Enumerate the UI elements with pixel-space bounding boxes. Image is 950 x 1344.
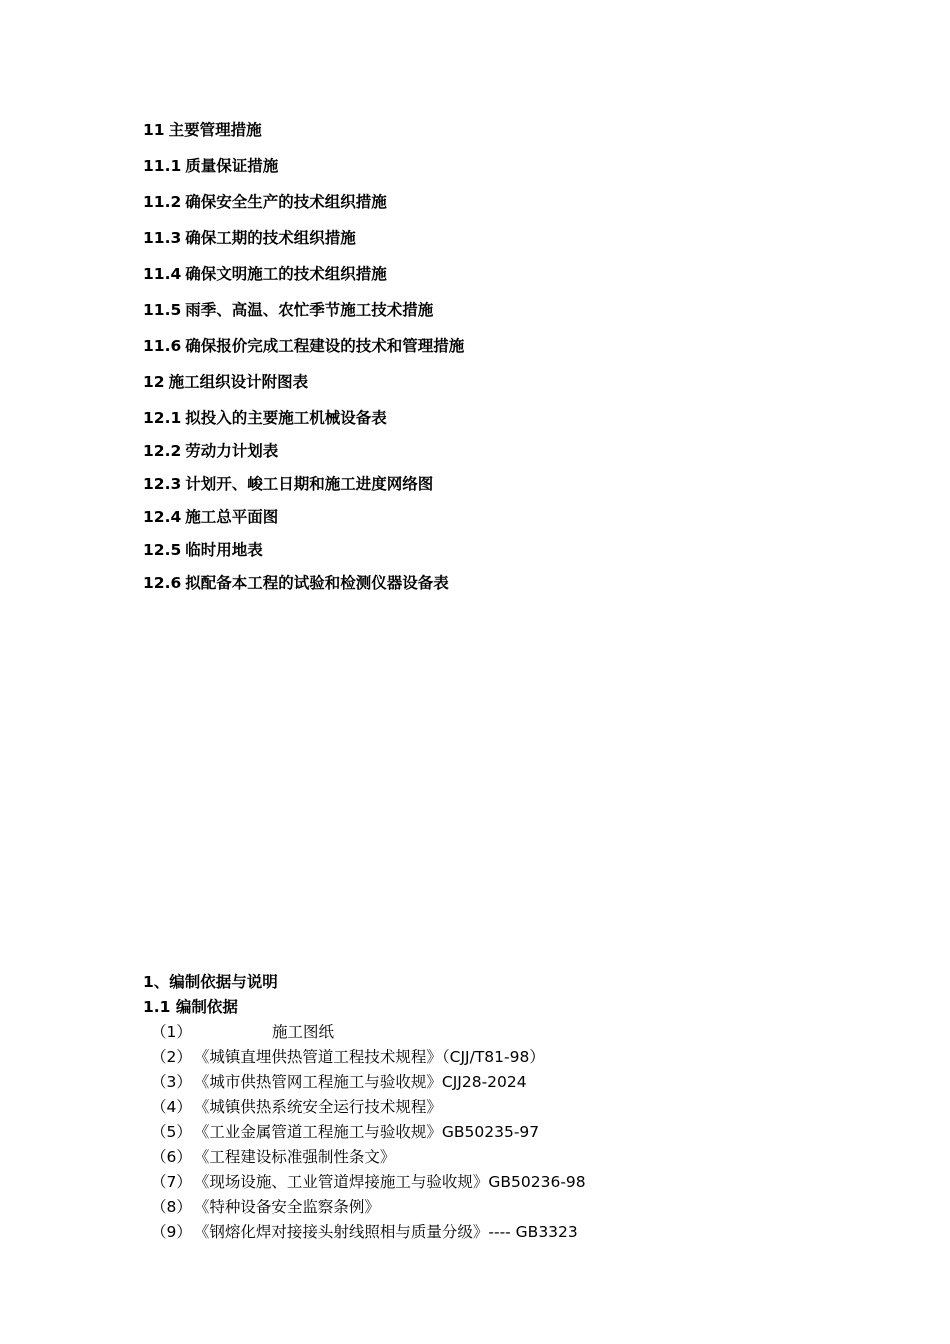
reference-item (143, 1070, 586, 1095)
toc-number: 11 (143, 121, 165, 139)
toc-title: 主要管理措施 (168, 121, 262, 139)
toc-item (143, 262, 464, 298)
reference-item (143, 1120, 586, 1145)
reference-number: （7） (151, 1173, 192, 1191)
toc-number: 11.4 (143, 265, 182, 283)
toc-number: 12.5 (143, 541, 182, 559)
reference-text: 《工程建设标准强制性条文》 (193, 1148, 396, 1166)
toc-item (143, 226, 464, 262)
toc-number: 12 (143, 373, 165, 391)
reference-text: 施工图纸 (272, 1023, 335, 1041)
toc-title: 计划开、峻工日期和施工进度网络图 (185, 475, 434, 493)
toc-title: 劳动力计划表 (185, 442, 279, 460)
toc-number: 11.1 (143, 157, 182, 175)
toc-item (143, 538, 464, 571)
toc-item (143, 406, 464, 439)
reference-text: 《钢熔化焊对接接头射线照相与质量分级》---- GB3323 (193, 1223, 578, 1241)
reference-text: 《现场设施、工业管道焊接施工与验收规》GB50236-98 (193, 1173, 586, 1191)
toc-item (143, 370, 464, 406)
toc-number: 12.1 (143, 409, 182, 427)
toc-item (143, 571, 464, 604)
reference-text: 《城镇直埋供热管道工程技术规程》（CJJ/T81-98） (193, 1048, 545, 1066)
toc-number: 12.6 (143, 574, 182, 592)
toc-number: 11.3 (143, 229, 182, 247)
reference-number: （1） (151, 1023, 192, 1041)
toc-title: 拟投入的主要施工机械设备表 (185, 409, 387, 427)
reference-number: （4） (151, 1098, 192, 1116)
toc-item (143, 118, 464, 154)
reference-item (143, 1045, 586, 1070)
reference-text: 《工业金属管道工程施工与验收规》GB50235-97 (193, 1123, 540, 1141)
toc-title: 确保工期的技术组织措施 (185, 229, 356, 247)
toc-item (143, 505, 464, 538)
toc-item (143, 439, 464, 472)
reference-number: （8） (151, 1198, 192, 1216)
reference-item (143, 1145, 586, 1170)
toc-title: 雨季、高温、农忙季节施工技术措施 (185, 301, 434, 319)
reference-item (143, 1220, 586, 1245)
reference-number: （6） (151, 1148, 192, 1166)
toc-title: 质量保证措施 (185, 157, 279, 175)
toc-item (143, 334, 464, 370)
toc-title: 确保报价完成工程建设的技术和管理措施 (185, 337, 465, 355)
toc-number: 12.4 (143, 508, 182, 526)
toc-title: 确保文明施工的技术组织措施 (185, 265, 387, 283)
toc-number: 11.6 (143, 337, 182, 355)
reference-text: 《特种设备安全监察条例》 (193, 1198, 380, 1216)
toc-title: 施工组织设计附图表 (168, 373, 309, 391)
reference-number: （2） (151, 1048, 192, 1066)
reference-number: （5） (151, 1123, 192, 1141)
reference-item (143, 1020, 586, 1045)
reference-item (143, 1170, 586, 1195)
toc-number: 11.5 (143, 301, 182, 319)
reference-item (143, 1095, 586, 1120)
reference-text: 《城市供热管网工程施工与验收规》CJJ28-2024 (193, 1073, 527, 1091)
toc-title: 临时用地表 (185, 541, 263, 559)
toc-number: 12.3 (143, 475, 182, 493)
toc-number: 12.2 (143, 442, 182, 460)
toc-title: 确保安全生产的技术组织措施 (185, 193, 387, 211)
toc-item (143, 472, 464, 505)
toc-number: 11.2 (143, 193, 182, 211)
reference-text: 《城镇供热系统安全运行技术规程》 (193, 1098, 442, 1116)
compilation-basis-section (143, 970, 586, 1245)
table-of-contents (143, 118, 464, 604)
toc-title: 拟配备本工程的试验和检测仪器设备表 (185, 574, 449, 592)
reference-item (143, 1195, 586, 1220)
section-subheading: 1.1 编制依据 (143, 998, 238, 1016)
toc-item (143, 154, 464, 190)
toc-title: 施工总平面图 (185, 508, 279, 526)
toc-item (143, 190, 464, 226)
reference-number: （3） (151, 1073, 192, 1091)
section-heading: 1、编制依据与说明 (143, 973, 278, 991)
toc-item (143, 298, 464, 334)
reference-list (143, 1020, 586, 1245)
reference-number: （9） (151, 1223, 192, 1241)
